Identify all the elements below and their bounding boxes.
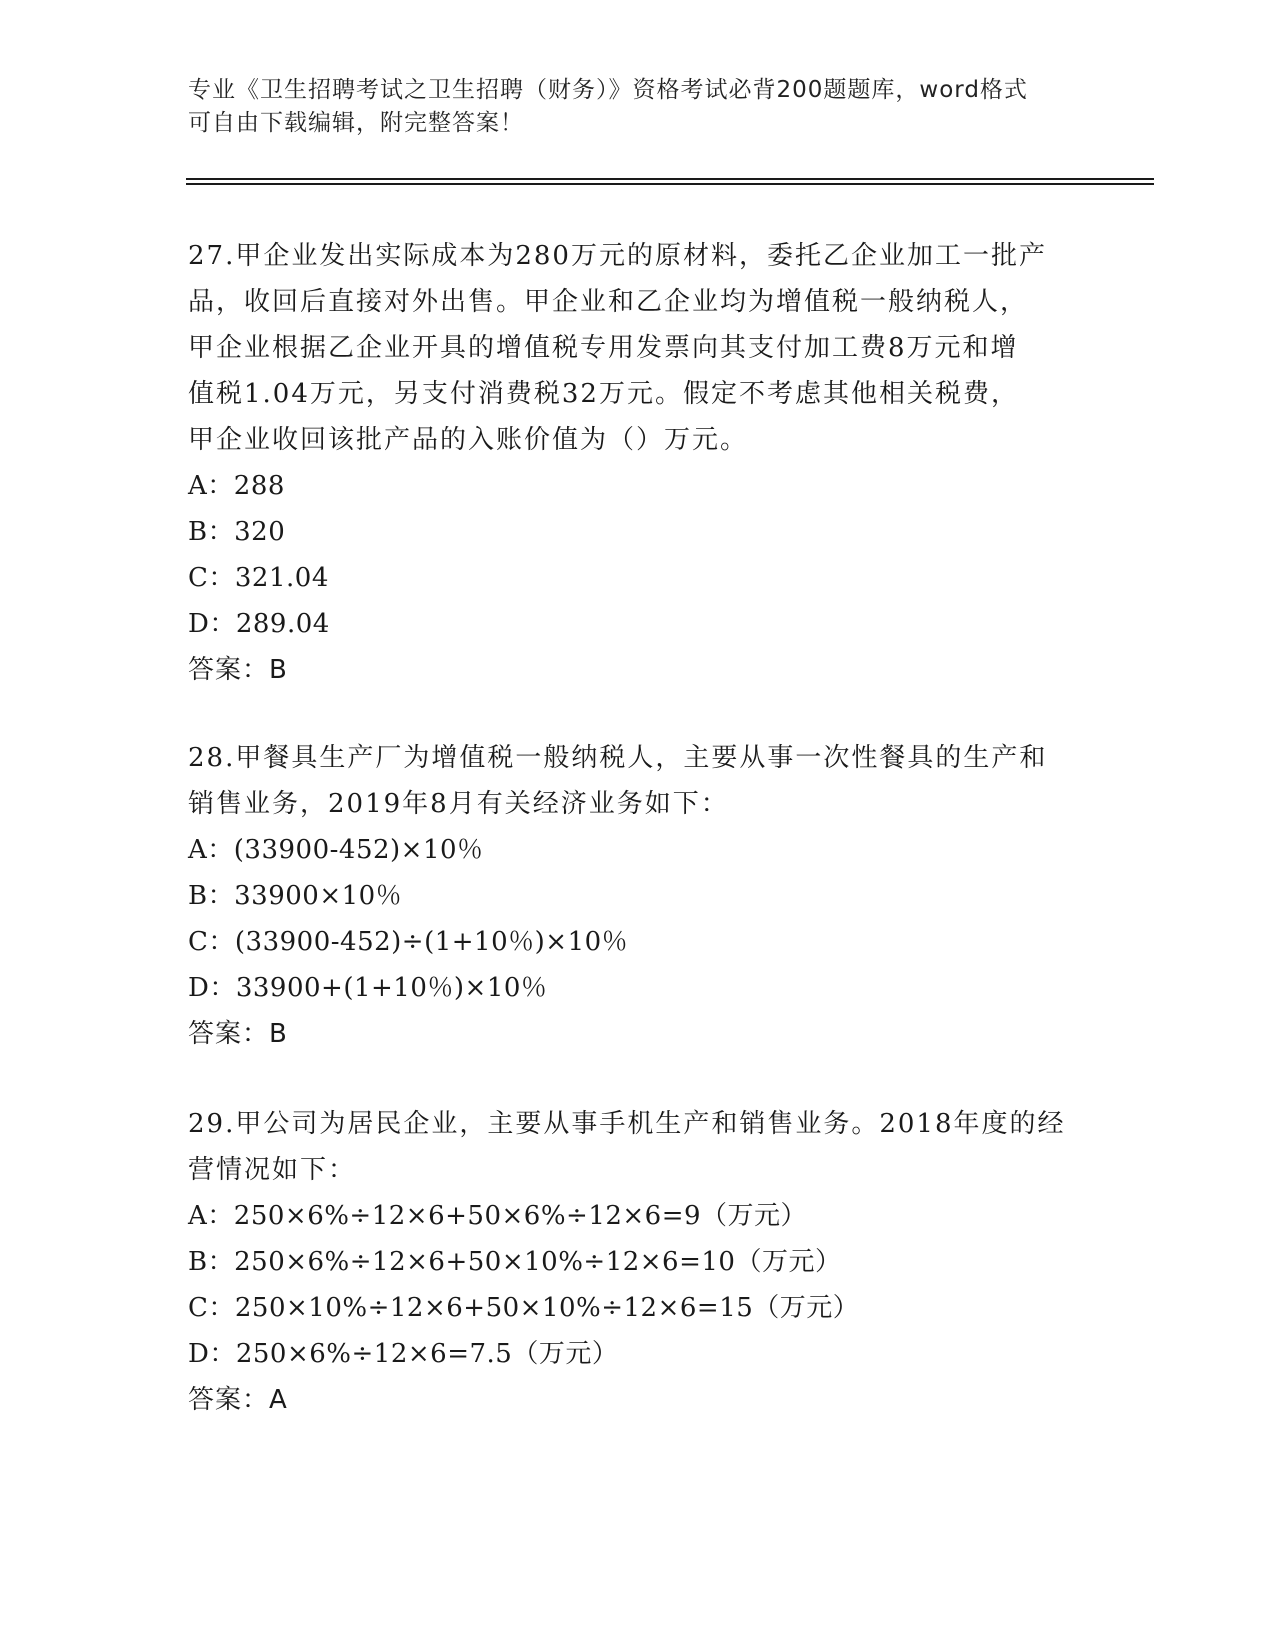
question-29 xyxy=(188,1101,1088,1423)
question-line: 营情况如下： xyxy=(188,1155,357,1185)
question-line: 29.甲公司为居民企业，主要从事手机生产和销售业务。2018年度的经 xyxy=(188,1109,1066,1139)
header-line-1: 专业《卫生招聘考试之卫生招聘（财务）》资格考试必背200题题库，word格式 xyxy=(188,77,1028,103)
question-line: 品，收回后直接对外出售。甲企业和乙企业均为增值税一般纳税人， xyxy=(188,287,1029,317)
option-a: A：288 xyxy=(188,471,285,501)
question-28 xyxy=(188,735,1088,1057)
question-line: 销售业务，2019年8月有关经济业务如下： xyxy=(188,789,729,819)
document-header xyxy=(188,74,1078,140)
answer: 答案：B xyxy=(188,1019,288,1049)
option-c: C：(33900-452)÷(1+10％)×10％ xyxy=(188,927,629,957)
option-b: B：33900×10％ xyxy=(188,881,403,911)
option-a: A：(33900-452)×10％ xyxy=(188,835,484,865)
question-text xyxy=(188,233,1088,463)
question-line: 值税1.04万元，另支付消费税32万元。假定不考虑其他相关税费， xyxy=(188,379,1019,409)
option-a: A：250×6%÷12×6+50×6%÷12×6=9（万元） xyxy=(188,1201,808,1231)
question-27 xyxy=(188,233,1088,693)
question-text xyxy=(188,1101,1088,1193)
question-line: 27.甲企业发出实际成本为280万元的原材料，委托乙企业加工一批产 xyxy=(188,241,1047,271)
answer: 答案：A xyxy=(188,1385,288,1415)
question-line: 甲企业根据乙企业开具的增值税专用发票向其支付加工费8万元和增 xyxy=(188,333,1019,363)
option-b: B：320 xyxy=(188,517,286,547)
option-c: C：321.04 xyxy=(188,563,329,593)
header-divider-bottom xyxy=(186,183,1154,185)
option-b: B：250×6%÷12×6+50×10%÷12×6=10（万元） xyxy=(188,1247,842,1277)
question-line: 甲企业收回该批产品的入账价值为（）万元。 xyxy=(188,425,749,455)
option-d: D：33900+(1+10％)×10％ xyxy=(188,973,548,1003)
option-d: D：250×6%÷12×6=7.5（万元） xyxy=(188,1339,619,1369)
answer: 答案：B xyxy=(188,655,288,685)
header-divider-top xyxy=(186,178,1154,180)
option-d: D：289.04 xyxy=(188,609,330,639)
question-line: 28.甲餐具生产厂为增值税一般纳税人，主要从事一次性餐具的生产和 xyxy=(188,743,1048,773)
header-line-2: 可自由下载编辑，附完整答案！ xyxy=(188,110,524,136)
question-text xyxy=(188,735,1088,827)
option-c: C：250×10%÷12×6+50×10%÷12×6=15（万元） xyxy=(188,1293,860,1323)
